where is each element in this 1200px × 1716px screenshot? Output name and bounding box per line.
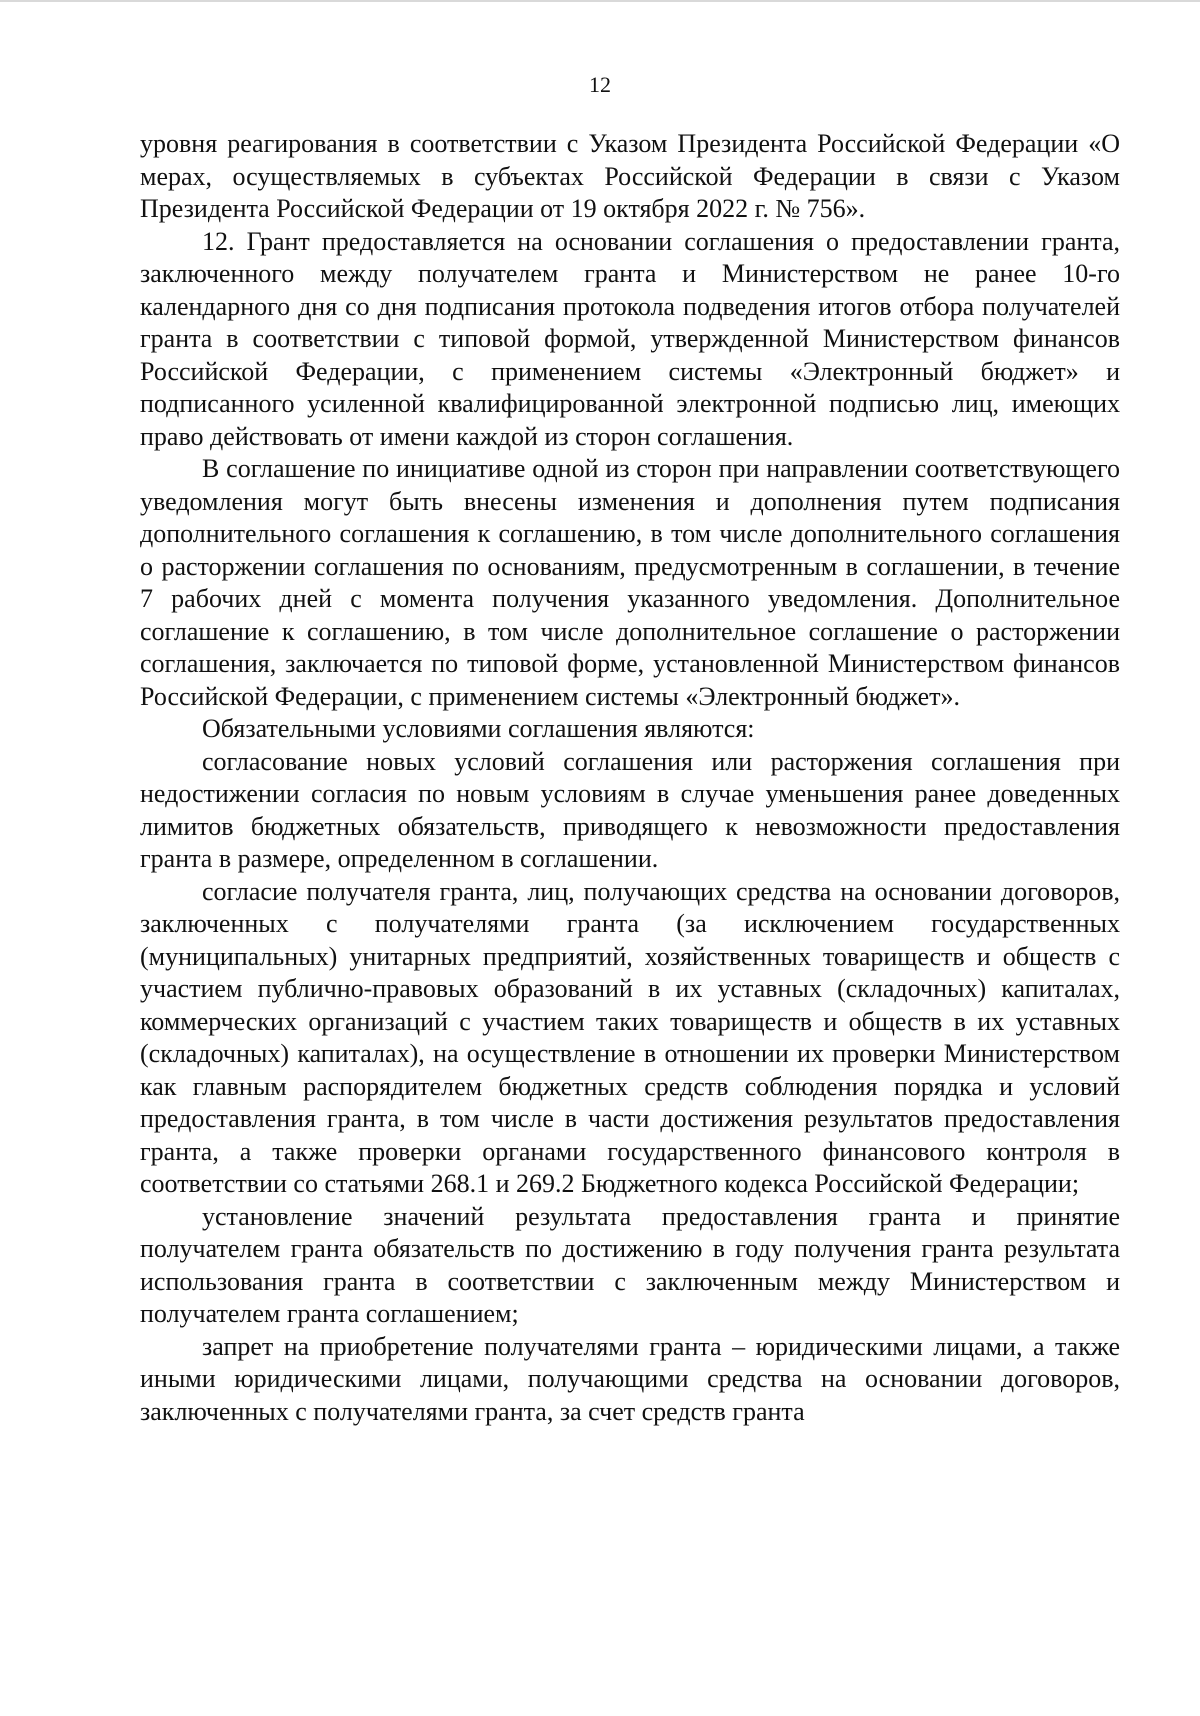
- paragraph-condition-prohibition: запрет на приобретение получателями гранта – юридическими лицами, а также иными юридическими лицами, получающими средства на основании договоров, заключенных с получателями гранта, за счет средств гранта: [140, 1331, 1120, 1426]
- paragraph-amendments: В соглашение по инициативе одной из сторон при направлении соответствующего уведомления могут быть внесены изменения и дополнения путем подписания дополнительного соглашения к соглашению, в том числе дополнительного соглашения о расторжении соглашения по основаниям, предусмотренным в соглашении, в течение 7 рабочих дней с момента получения указанного уведомления. Дополнительное соглашение к соглашению, в том числе дополнительное соглашение о расторжении соглашения, заключается по типовой форме, установленной Министерством финансов Российской Федерации, с применением системы «Электронный бюджет».: [140, 454, 1120, 711]
- paragraph-condition-new-terms: согласование новых условий соглашения или расторжения соглашения при недостижении согласия по новым условиям в случае уменьшения ранее доведенных лимитов бюджетных обязательств, приводящего к невозможности предоставления гранта в размере, определенном в соглашении.: [140, 746, 1120, 873]
- paragraph-item-12: 12. Грант предоставляется на основании соглашения о предоставлении гранта, заключенного между получателем гранта и Министерством не ранее 10-го календарного дня со дня подписания протокола подведения итогов отбора получателей гранта в соответствии с типовой формой, утвержденной Министерством финансов Российской Федерации, с применением системы «Электронный бюджет» и подписанного усиленной квалифицированной электронной подписью лиц, имеющих право действовать от имени каждой из сторон соглашения.: [140, 226, 1120, 451]
- page-number: 12: [589, 72, 611, 97]
- paragraph-condition-results: установление значений результата предоставления гранта и принятие получателем гранта обязательств по достижению в году получения гранта результата использования гранта в соответствии с заключенным между Министерством и получателем гранта соглашением;: [140, 1201, 1120, 1328]
- paragraph-continuation: уровня реагирования в соответствии с Указом Президента Российской Федерации «О мерах, осуществляемых в субъектах Российской Федерации в связи с Указом Президента Российской Федерации от 19 октября 2022 г. № 756».: [140, 129, 1120, 223]
- paragraph-mandatory-conditions-heading: Обязательными условиями соглашения являются:: [202, 714, 755, 743]
- paragraph-condition-consent: согласие получателя гранта, лиц, получающих средства на основании договоров, заключенных с получателями гранта (за исключением государственных (муниципальных) унитарных предприятий, хозяйственных товариществ и обществ с участием публично-правовых образований в их уставных (складочных) капиталах, коммерческих организаций с участием таких товариществ и обществ в их уставных (складочных) капиталах), на осуществление в отношении их проверки Министерством как главным распорядителем бюджетных средств соблюдения порядка и условий предоставления гранта, в том числе в части достижения результатов предоставления гранта, а также проверки органами государственного финансового контроля в соответствии со статьями 268.1 и 269.2 Бюджетного кодекса Российской Федерации;: [140, 876, 1120, 1198]
- document-body: [140, 128, 1120, 1428]
- page-top-edge: [0, 0, 1200, 2]
